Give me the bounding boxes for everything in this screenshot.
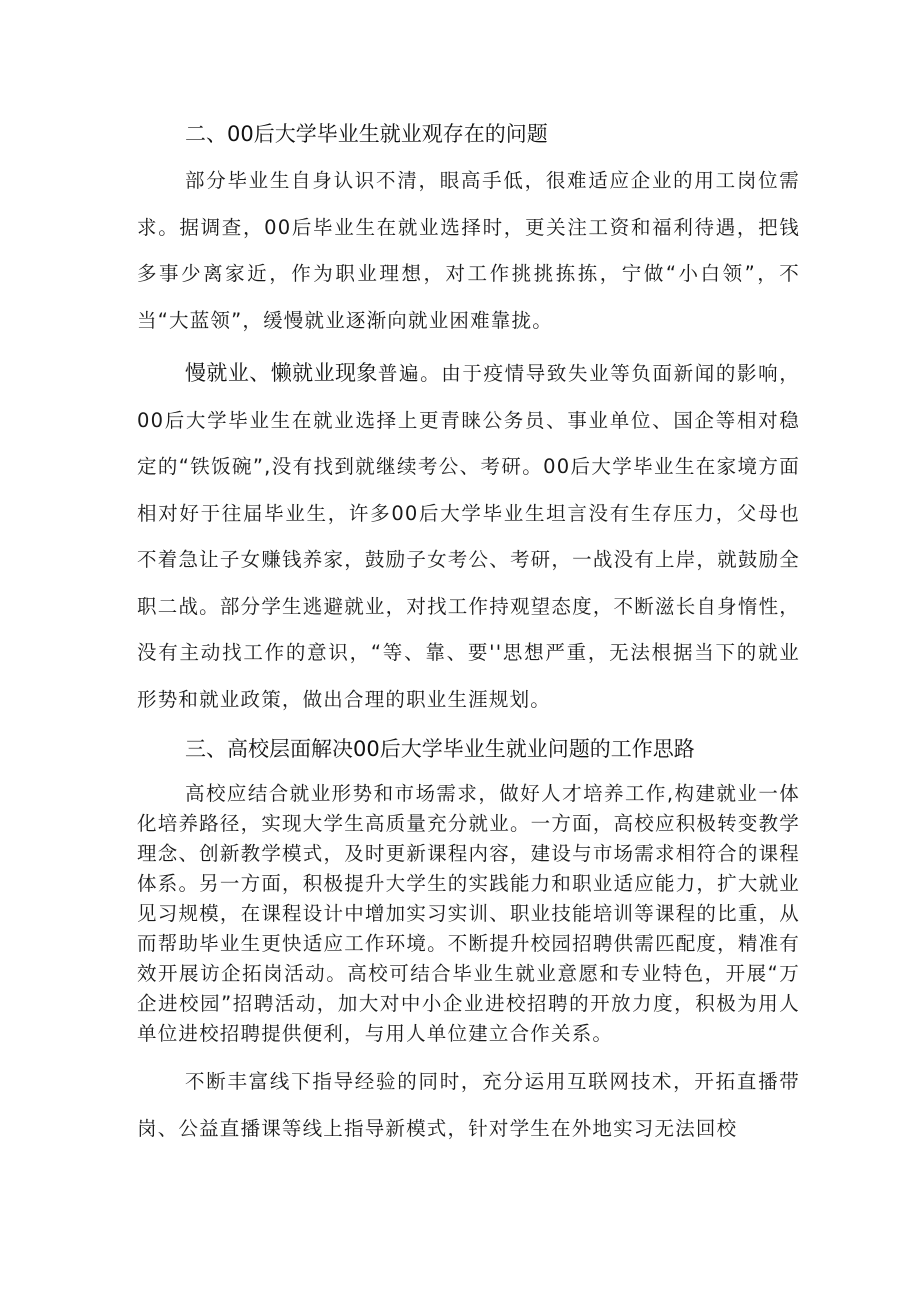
paragraph-1: 部分毕业生自身认识不清，眼高手低，很难适应企业的用工岗位需求。据调查，00后毕业生在就业选择时，更关注工资和福利待遇，把钱多事少离家近，作为职业理想，对工作挑挑拣拣，宁做“小白领”，不当“大蓝领”，缓慢就业逐渐向就业困难靠拢。: [137, 169, 800, 332]
paragraph-2: [137, 350, 800, 723]
section-heading-2: 二、00后大学毕业生就业观存在的问题: [185, 122, 548, 146]
paragraph-2-lead: 慢就业、懒就业现象: [185, 361, 378, 385]
document-body: [137, 112, 800, 1152]
paragraph-3: 高校应结合就业形势和市场需求，做好人才培养工作,构建就业一体化培养路径，实现大学生高质量充分就业。一方面，高校应积极转变教学理念、创新教学模式，及时更新课程内容，建设与市场需求相符合的课程体系。另一方面，积极提升大学生的实践能力和职业适应能力，扩大就业见习规模，在课程设计中增加实习实训、职业技能培训等课程的比重，从而帮助毕业生更快适应工作环境。不断提升校园招聘供需匹配度，精准有效开展访企拓岗活动。高校可结合毕业生就业意愿和专业特色，开展“万企进校园”招聘活动，加大对中小企业进校招聘的开放力度，积极为用人单位进校招聘提供便利，与用人单位建立合作关系。: [137, 782, 800, 1045]
paragraph-2-rest: 普遍。由于疫情导致失业等负面新闻的影响，00后大学毕业生在就业选择上更青睐公务员、事业单位、国企等相对稳定的“铁饭碗”,没有找到就继续考公、考研。00后大学毕业生在家境方面相对好于往届毕业生，许多00后大学毕业生坦言没有生存压力，父母也不着急让子女赚钱养家，鼓励子女考公、考研，一战没有上岸，就鼓励全职二战。部分学生逃避就业，对找工作持观望态度，不断滋长自身惰性，没有主动找工作的意识，“等、靠、要''思想严重，无法根据当下的就业形势和就业政策，做出合理的职业生涯规划。: [137, 362, 800, 711]
paragraph-4: 不断丰富线下指导经验的同时，充分运用互联网技术，开拓直播带岗、公益直播课等线上指导新模式，针对学生在外地实习无法回校: [137, 1070, 800, 1140]
section-heading-3: 三、高校层面解决00后大学毕业生就业问题的工作思路: [185, 737, 695, 761]
